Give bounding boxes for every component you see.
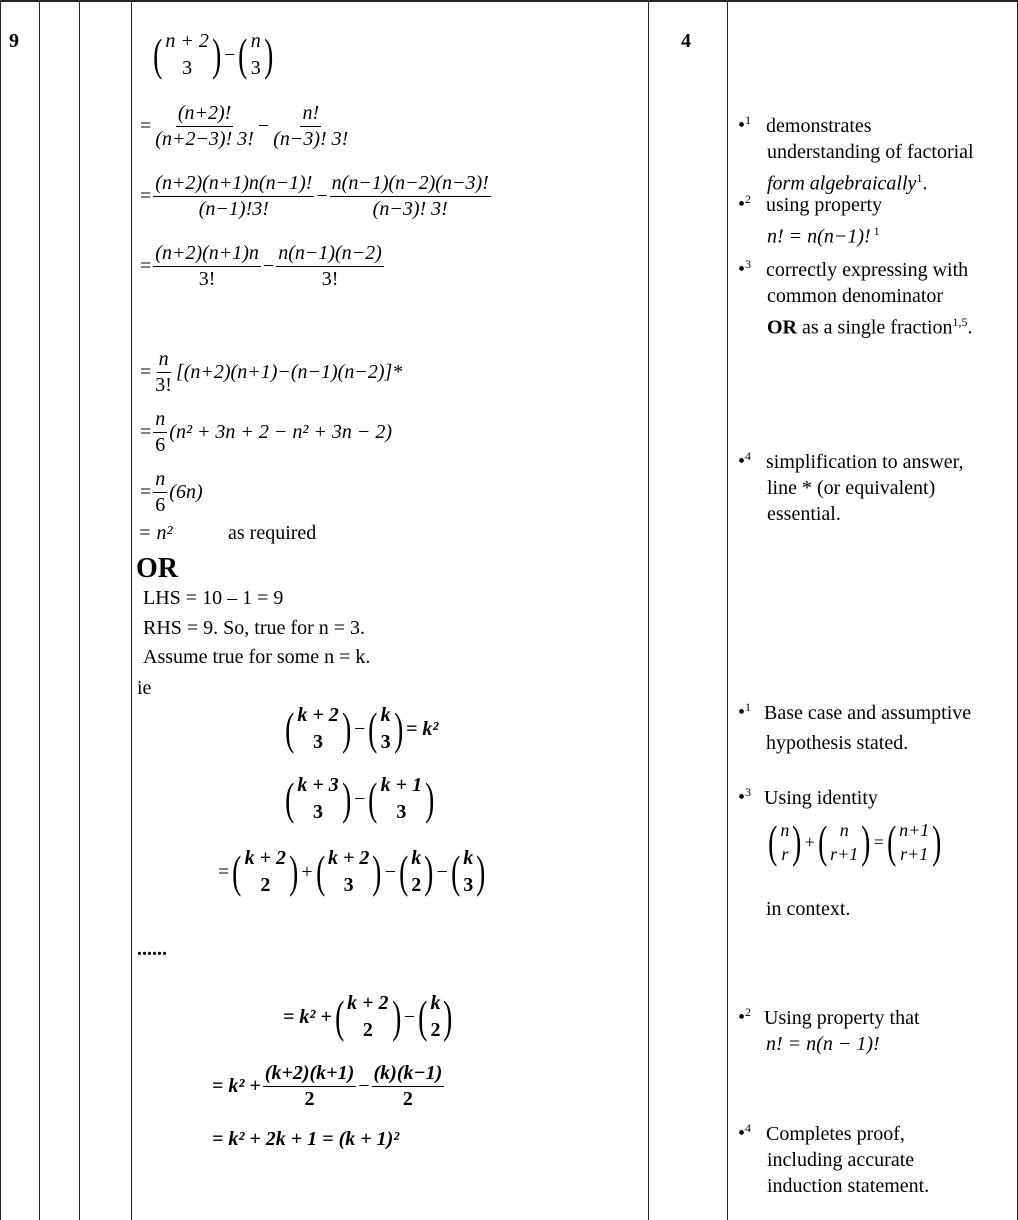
solution-line-3: = $\frac{(n+2)(n+1)n(n-1)!}{(n-1)!3!}$ − $\frac{n(n-1)(n-2)(n-3)!}{(n-3)! 3!}$	[140, 172, 489, 220]
col-border-2	[79, 0, 80, 1220]
as-required-note: as required	[228, 522, 317, 544]
binomial: ( n+1 r+1 )	[886, 816, 942, 868]
fraction: $\frac{n(n-1)(n-2)(n-3)!}{(n-3)! 3!}$	[331, 172, 489, 220]
fraction: $\frac{n}{6}$	[155, 468, 166, 516]
induction-line-4: = k² + ( k + 2 2 ) − ( k 2 )	[283, 990, 456, 1044]
fraction: $\frac{(k+2)(k+1)}{2}$	[264, 1062, 355, 1110]
binomial: ( k + 2 3 )	[285, 703, 351, 754]
binomial: ( n + 2 3 )	[153, 29, 222, 80]
col-border-0	[0, 0, 1, 1220]
col-border-4	[648, 0, 649, 1220]
or-label: OR	[136, 553, 178, 584]
col-border-5	[727, 0, 728, 1220]
note-m2: •$^2$ Using property that n! = n(n − 1)!	[738, 1005, 920, 1055]
lhs-line: LHS = 10 – 1 = 9	[143, 587, 284, 609]
binomial: ( k 2 )	[399, 846, 434, 897]
binomial: ( n r )	[768, 816, 802, 868]
ie-label: ie	[137, 677, 152, 699]
solution-line-8: = n²	[138, 522, 173, 544]
binomial: ( k + 2 2 )	[334, 991, 401, 1042]
solution-line-6: = $\frac{n}{6}$ (n² + 3n + 2 − n² + 3n − 2)	[140, 408, 393, 456]
induction-line-5: = k² + $\frac{(k+2)(k+1)}{2}$ − $\frac{(k)(k-1)}{2}$	[212, 1062, 443, 1110]
solution-line-7: = $\frac{n}{6}$ (6n)	[140, 468, 203, 516]
solution-line-5: = $\frac{n}{3!}$ [(n+2)(n+1)−(n−1)(n−2)]*	[140, 348, 403, 396]
note-4: •$^4$ simplification to answer, line * (or equivalent) essential.	[738, 449, 964, 525]
solution-line-1: ( n + 2 3 ) − ( n 3 )	[150, 28, 276, 82]
solution-line-2: = $\frac{(n+2)!}{(n+2-3)! 3!}$ − $\frac{n!}{(n-3)! 3!}$	[140, 102, 349, 150]
fraction: $\frac{(n+2)(n+1)n}{3!}$	[155, 242, 259, 290]
binomial: ( n 3 )	[238, 29, 274, 80]
question-number: 9	[9, 30, 19, 52]
induction-line-6: = k² + 2k + 1 = (k + 1)²	[212, 1128, 400, 1150]
induction-line-3: = ( k + 2 2 ) + ( k + 2 3 ) − ( k 2 ) − ( k 3 )	[218, 845, 489, 899]
note-m1: •$^1$ Base case and assumptive hypothesis stated.	[738, 700, 972, 754]
fraction: $\frac{(n+2)!}{(n+2-3)! 3!}$	[155, 102, 254, 150]
binomial: ( k 3 )	[450, 846, 486, 897]
rhs-line: RHS = 9. So, true for n = 3.	[143, 617, 366, 639]
binomial: ( k 3 )	[368, 703, 403, 754]
induction-line-2: ( k + 3 3 ) − ( k + 1 3 )	[282, 772, 437, 826]
assume-line: Assume true for some n = k.	[143, 646, 371, 668]
ellipsis: ......	[137, 938, 167, 960]
solution-line-4: = $\frac{(n+2)(n+1)n}{3!}$ − $\frac{n(n-1)(n-2)}{3!}$	[140, 242, 382, 290]
fraction: $\frac{n(n-1)(n-2)}{3!}$	[278, 242, 382, 290]
binomial: ( k + 1 3 )	[368, 773, 435, 824]
binomial: ( k 2 )	[418, 991, 453, 1042]
note-m3-context: in context.	[766, 898, 851, 920]
fraction: $\frac{(k)(k-1)}{2}$	[373, 1062, 443, 1110]
note-m3: •$^3$ Using identity	[738, 785, 878, 809]
marks-total: 4	[681, 30, 691, 52]
fraction: $\frac{n!}{(n-3)! 3!}$	[273, 102, 349, 150]
note-3: •$^3$ correctly expressing with common denominator OR as a single fraction$^{1,5}$.	[738, 257, 973, 339]
note-2: •$^2$ using property n! = n(n−1)! $^1$	[738, 192, 883, 248]
note-1: •$^1$ demonstrates understanding of factorial form algebraically$^1$.	[738, 113, 974, 195]
fraction: $\frac{(n+2)(n+1)n(n-1)!}{(n-1)!3!}$	[155, 172, 313, 220]
binomial: ( k + 2 2 )	[232, 846, 299, 897]
binomial: ( k + 2 3 )	[315, 846, 382, 897]
table-top-border	[0, 0, 1018, 2]
binomial: ( k + 3 3 )	[285, 773, 351, 824]
fraction: $\frac{n}{6}$	[155, 408, 166, 456]
fraction: $\frac{n}{3!}$	[155, 348, 172, 396]
binomial: ( n r+1 )	[817, 816, 871, 868]
col-border-3	[131, 0, 132, 1220]
identity-formula: ( n r ) + ( n r+1 ) = ( n+1 r+1 )	[765, 818, 945, 867]
induction-line-1: ( k + 2 3 ) − ( k 3 ) = k²	[282, 702, 438, 756]
col-border-1	[39, 0, 40, 1220]
note-m4: •$^4$ Completes proof, including accurate induction statement.	[738, 1121, 930, 1197]
